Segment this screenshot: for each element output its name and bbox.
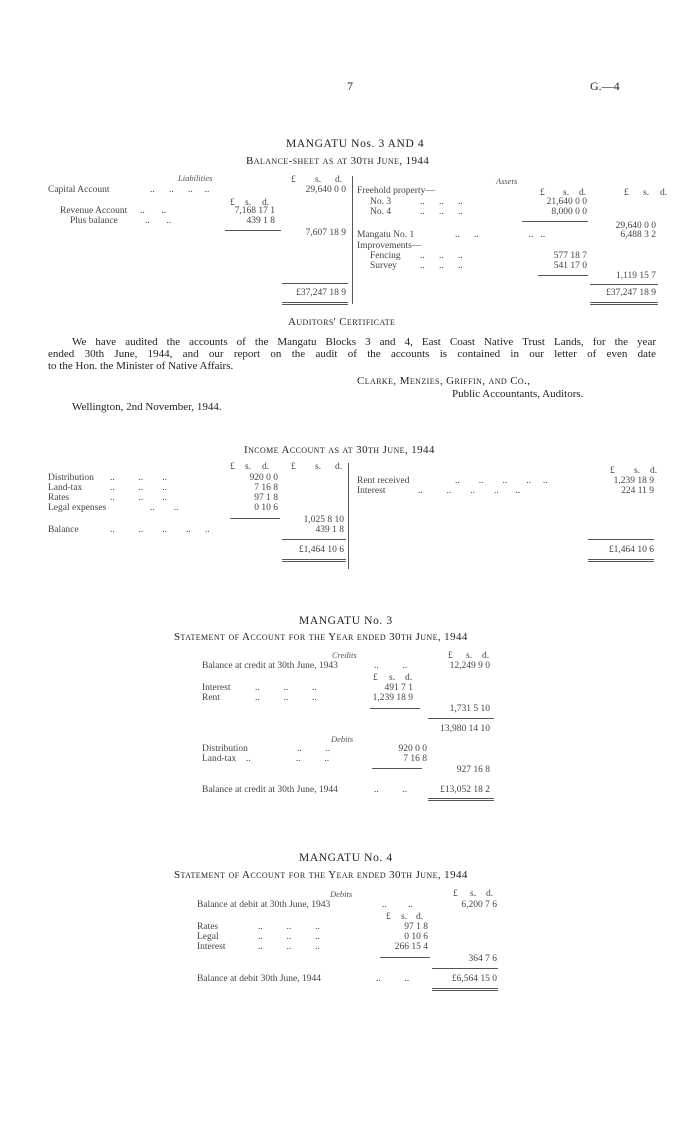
freehold-label: Freehold property— — [357, 186, 435, 196]
m3-credit-subtotal: 1,731 5 10 — [449, 704, 490, 714]
col-pence: d. — [262, 198, 270, 208]
leader-dots: .. .. .. — [246, 754, 330, 764]
m4-subtotal: 364 7 6 — [468, 954, 497, 964]
leader-dots: .. .. — [374, 785, 408, 795]
mangatu-no4-subtitle: Statement of Account for the Year ended 30th June, 1944 — [174, 869, 468, 881]
rule — [282, 539, 346, 540]
double-rule — [590, 302, 658, 305]
leader-dots: .. .. — [145, 216, 172, 226]
document-reference: G.—4 — [590, 79, 620, 93]
rent-received-label: Rent received — [357, 476, 410, 486]
freehold-no3-label: No. 3 — [370, 197, 392, 207]
rule — [372, 768, 422, 769]
freehold-no3-amount: 21,640 0 0 — [546, 197, 587, 207]
col-pounds: £ — [291, 175, 296, 185]
m3-opening-label: Balance at credit at 30th June, 1943 — [202, 661, 338, 671]
col-shillings: s. — [315, 175, 322, 185]
leader-dots: .. .. — [140, 206, 167, 216]
auditors-text-line3: to the Hon. the Minister of Native Affairs. — [48, 360, 234, 372]
col-pounds: £ — [386, 912, 391, 922]
col-pence: d. — [262, 462, 270, 472]
col-pence: d. — [335, 462, 343, 472]
m4-interest-amount: 266 15 4 — [394, 942, 428, 952]
survey-amount: 541 17 0 — [553, 261, 587, 271]
income-row-label: Distribution — [48, 473, 94, 483]
mangatu-no3-title: MANGATU No. 3 — [299, 615, 393, 627]
income-row-label: Land-tax — [48, 483, 83, 493]
mangatu-no1-label: Mangatu No. 1 — [357, 230, 415, 240]
col-shillings: s. — [315, 462, 322, 472]
rule — [590, 284, 658, 285]
m3-interest-amount: 491 7 1 — [384, 683, 413, 693]
double-rule — [282, 302, 348, 305]
m3-landtax-label: Land-tax — [202, 754, 237, 764]
leader-dots: .. .. .. — [110, 483, 167, 493]
col-pounds: £ — [230, 198, 235, 208]
col-pence: d. — [405, 673, 413, 683]
leader-dots: .. .. .. — [420, 251, 463, 261]
leader-dots: .. .. .. .. .. — [418, 486, 521, 496]
m3-rent-amount: 1,239 18 9 — [372, 693, 413, 703]
income-total-right: £1,464 10 6 — [608, 545, 654, 555]
income-subtotal: 1,025 8 10 — [303, 515, 344, 525]
income-balance-label: Balance — [48, 525, 79, 535]
improvements-total: 1,119 15 7 — [615, 271, 656, 281]
rule — [370, 708, 420, 709]
m3-landtax-amount: 7 16 8 — [403, 754, 427, 764]
m3-debit-subtotal: 927 16 8 — [456, 765, 490, 775]
col-pence: d. — [416, 912, 424, 922]
auditors-text-line1: We have audited the accounts of the Mangatu Blocks 3 and 4, East Coast Native Trust Lands, for the year — [72, 336, 656, 348]
leader-dots: .. .. .. .. .. — [455, 476, 548, 486]
income-row-amount: 97 1 8 — [254, 493, 278, 503]
mangatu-no1-amount: 6,488 3 2 — [620, 230, 656, 240]
col-shillings: s. — [401, 912, 408, 922]
leader-dots: .. .. .. .. .. — [110, 525, 210, 535]
m3-interest-label: Interest — [202, 683, 231, 693]
income-row-label: Legal expenses — [48, 503, 107, 513]
balance-sheet-subtitle: Balance-sheet as at 30th June, 1944 — [246, 155, 430, 167]
col-shillings: s. — [245, 462, 252, 472]
leader-dots: .. .. .. .. — [150, 185, 210, 195]
revenue-account-amount: 7,168 17 1 — [234, 206, 275, 216]
fencing-label: Fencing — [370, 251, 401, 261]
col-shillings: s. — [389, 673, 396, 683]
interest-label: Interest — [357, 486, 386, 496]
liabilities-total: £37,247 18 9 — [296, 288, 346, 298]
leader-dots: .. .. .. — [420, 197, 463, 207]
col-shillings: s. — [245, 198, 252, 208]
col-pounds: £ — [448, 651, 453, 661]
income-row-amount: 7 16 8 — [254, 483, 278, 493]
m4-opening-amount: 6,200 7 6 — [461, 900, 497, 910]
rule — [538, 275, 588, 276]
m4-rates-amount: 97 1 8 — [404, 922, 428, 932]
interest-amount: 224 11 9 — [621, 486, 654, 496]
m4-rates-label: Rates — [197, 922, 219, 932]
m3-distribution-amount: 920 0 0 — [398, 744, 427, 754]
col-pence: d. — [482, 651, 490, 661]
leader-dots: .. .. .. — [420, 207, 463, 217]
freehold-no4-amount: 8,000 0 0 — [551, 207, 587, 217]
col-pence: d. — [650, 466, 658, 476]
revenue-total-amount: 7,607 18 9 — [305, 228, 346, 238]
leader-dots: .. .. .. — [110, 473, 167, 483]
income-total-left: £1,464 10 6 — [298, 545, 344, 555]
rule — [380, 957, 430, 958]
survey-label: Survey — [370, 261, 397, 271]
auditors-firm: Clarke, Menzies, Griffin, and Co., — [357, 375, 531, 387]
rent-received-amount: 1,239 18 9 — [613, 476, 654, 486]
m4-interest-label: Interest — [197, 942, 226, 952]
col-pounds: £ — [453, 889, 458, 899]
double-rule — [588, 559, 654, 562]
assets-heading: Assets — [496, 176, 518, 186]
leader-dots: .. .. — [382, 900, 413, 910]
leader-dots: .. .. .. — [258, 932, 320, 942]
m4-closing-amount: £6,564 15 0 — [451, 974, 497, 984]
fencing-amount: 577 18 7 — [553, 251, 587, 261]
leader-dots: .. .. .. .. — [455, 230, 546, 240]
col-shillings: s. — [466, 651, 473, 661]
plus-balance-amount: 439 1 8 — [246, 216, 275, 226]
m4-closing-label: Balance at debit 30th June, 1944 — [197, 974, 321, 984]
m4-legal-amount: 0 10 6 — [404, 932, 428, 942]
place-date: Wellington, 2nd November, 1944. — [72, 401, 222, 413]
freehold-total: 29,640 0 0 — [615, 221, 656, 231]
leader-dots: .. .. .. — [258, 922, 320, 932]
auditors-role: Public Accountants, Auditors. — [452, 388, 584, 400]
rule — [432, 968, 498, 969]
leader-dots: .. .. — [297, 744, 331, 754]
improvements-label: Improvements— — [357, 241, 422, 251]
debits-heading: Debits — [331, 734, 354, 744]
col-shillings: s. — [643, 188, 650, 198]
m3-opening-amount: 12,249 9 0 — [449, 661, 490, 671]
mangatu-no4-title: MANGATU No. 4 — [299, 852, 393, 864]
col-pounds: £ — [373, 673, 378, 683]
col-pence: d. — [579, 188, 587, 198]
assets-total: £37,247 18 9 — [606, 288, 656, 298]
income-row-amount: 920 0 0 — [249, 473, 278, 483]
m3-closing-label: Balance at credit at 30th June, 1944 — [202, 785, 338, 795]
balance-sheet-title: MANGATU Nos. 3 AND 4 — [286, 138, 425, 150]
col-shillings: s. — [563, 188, 570, 198]
m4-debits-heading: Debits — [330, 889, 353, 899]
leader-dots: .. .. — [374, 661, 408, 671]
income-account-title: Income Account as at 30th June, 1944 — [244, 444, 435, 456]
col-pence: d. — [335, 175, 343, 185]
credits-heading: Credits — [332, 650, 357, 660]
double-rule — [432, 988, 498, 991]
leader-dots: .. .. .. — [255, 693, 317, 703]
col-shillings: s. — [470, 889, 477, 899]
capital-account-label: Capital Account — [48, 185, 110, 195]
col-pence: d. — [486, 889, 494, 899]
column-divider — [352, 176, 353, 304]
rule — [588, 539, 654, 540]
m4-opening-label: Balance at debit at 30th June, 1943 — [197, 900, 331, 910]
col-pounds: £ — [230, 462, 235, 472]
income-balance-amount: 439 1 8 — [315, 525, 344, 535]
plus-balance-label: Plus balance — [70, 216, 118, 226]
rule — [428, 718, 494, 719]
rule — [522, 221, 588, 222]
auditors-text-line2: ended 30th June, 1944, and our report on the audit of the accounts is contained in our letter of even date — [48, 348, 656, 360]
col-shillings: s. — [634, 466, 641, 476]
double-rule — [282, 559, 346, 562]
leader-dots: .. .. — [150, 503, 179, 513]
col-pounds: £ — [291, 462, 296, 472]
m3-rent-label: Rent — [202, 693, 220, 703]
column-divider — [348, 463, 349, 569]
liabilities-heading: Liabilities — [178, 173, 213, 183]
income-row-label: Rates — [48, 493, 70, 503]
leader-dots: .. .. — [376, 974, 410, 984]
rule — [230, 518, 280, 519]
rule — [225, 230, 281, 231]
m4-legal-label: Legal — [197, 932, 219, 942]
leader-dots: .. .. .. — [420, 261, 463, 271]
double-rule — [428, 798, 494, 801]
m3-closing-amount: £13,052 18 2 — [440, 785, 490, 795]
leader-dots: .. .. .. — [110, 493, 167, 503]
rule — [282, 283, 348, 284]
leader-dots: .. .. .. — [255, 683, 317, 693]
m3-distribution-label: Distribution — [202, 744, 248, 754]
col-pounds: £ — [624, 188, 629, 198]
revenue-account-label: Revenue Account — [60, 206, 128, 216]
auditors-certificate-heading: Auditors' Certificate — [288, 316, 396, 328]
col-pounds: £ — [540, 188, 545, 198]
m3-credit-total: 13,980 14 10 — [440, 724, 490, 734]
freehold-no4-label: No. 4 — [370, 207, 392, 217]
col-pounds: £ — [610, 466, 615, 476]
page-number: 7 — [347, 79, 353, 93]
mangatu-no3-subtitle: Statement of Account for the Year ended 30th June, 1944 — [174, 631, 468, 643]
capital-account-amount: 29,640 0 0 — [305, 185, 346, 195]
leader-dots: .. .. .. — [258, 942, 320, 952]
income-row-amount: 0 10 6 — [254, 503, 278, 513]
col-pence: d. — [660, 188, 668, 198]
